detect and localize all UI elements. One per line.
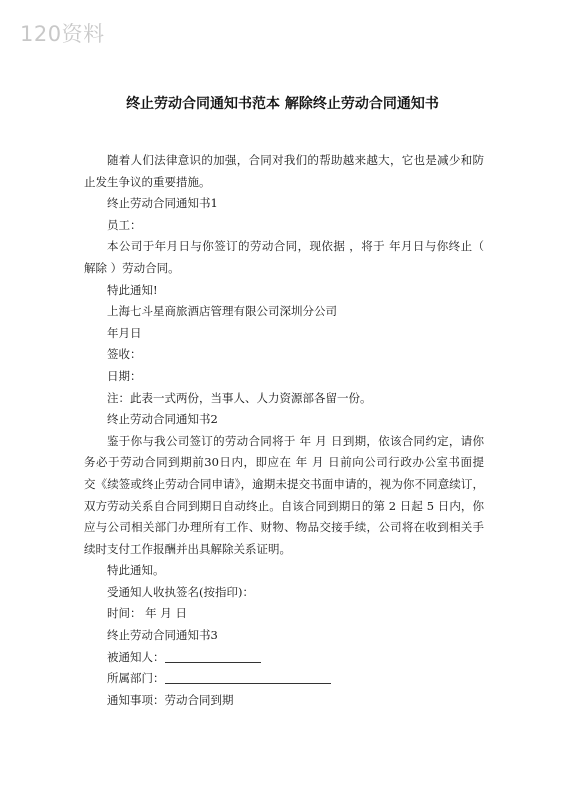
document-body — [84, 150, 484, 711]
page-title: 终止劳动合同通知书范本 解除终止劳动合同通知书 — [126, 96, 439, 112]
intro-line: 止发生争议的重要措施。 — [84, 174, 211, 189]
department-blank-line — [165, 671, 331, 684]
notice1-receipt-date: 日期： — [107, 368, 142, 383]
intro-line: 随着人们法律意识的加强，合同对我们的帮助越来越大，它也是减少和防 — [107, 153, 484, 167]
notice3-department — [84, 668, 484, 690]
notice2-closing: 特此通知。 — [107, 563, 165, 578]
notice2-body-line: 续时支付工作报酬并出具解除关系证明。 — [84, 541, 291, 556]
notice1-company: 上海七斗星商旅酒店管理有限公司深圳分公司 — [107, 304, 337, 319]
notice1-heading: 终止劳动合同通知书1 — [107, 196, 218, 211]
recipient-blank-line — [165, 650, 261, 663]
notice3-recipient — [84, 647, 484, 669]
notice2-body-line: 双方劳动关系自合同到期日自动终止。自该合同到期日的第 2 日起 5 日内，你 — [84, 498, 484, 513]
notice1-body-line: 本公司于年月日与你签订的劳动合同，现依据 ，将于 年月日与你终止（ — [107, 239, 484, 254]
notice2-body-line: 交《续签或终止劳动合同申请》，逾期未提交书面申请的，视为你不同意续订， — [84, 476, 484, 491]
notice2-body-line: 鉴于你与我公司签订的劳动合同将于 年 月 日到期，依该合同约定，请你 — [107, 433, 484, 448]
notice2-body-line: 应与公司相关部门办理所有工作、财物、物品交接手续，公司将在收到相关手 — [84, 520, 484, 535]
notice2-time: 时间： 年 月 日 — [107, 606, 187, 621]
notice1-to: 员工： — [107, 217, 142, 232]
department-label: 所属部门： — [107, 671, 165, 686]
notice1-closing: 特此通知! — [107, 282, 158, 297]
notice2-heading: 终止劳动合同通知书2 — [107, 412, 218, 427]
recipient-label: 被通知人： — [107, 649, 165, 664]
notice3-matter: 通知事项：劳动合同到期 — [107, 692, 234, 707]
notice1-note: 注：此表一式两份，当事人、人力资源部各留一份。 — [107, 390, 372, 405]
notice1-receipt: 签收： — [107, 347, 142, 362]
notice2-body-line: 务必于劳动合同到期前30日内，即应在 年 月 日前向公司行政办公室书面提 — [84, 455, 484, 470]
notice1-body-line: 解除 ）劳动合同。 — [84, 260, 180, 275]
notice3-heading: 终止劳动合同通知书3 — [107, 628, 218, 643]
notice1-date: 年月日 — [107, 325, 142, 340]
notice2-signature: 受通知人收执签名(按指印)： — [107, 584, 254, 599]
watermark-logo: 120资料 — [20, 22, 105, 46]
